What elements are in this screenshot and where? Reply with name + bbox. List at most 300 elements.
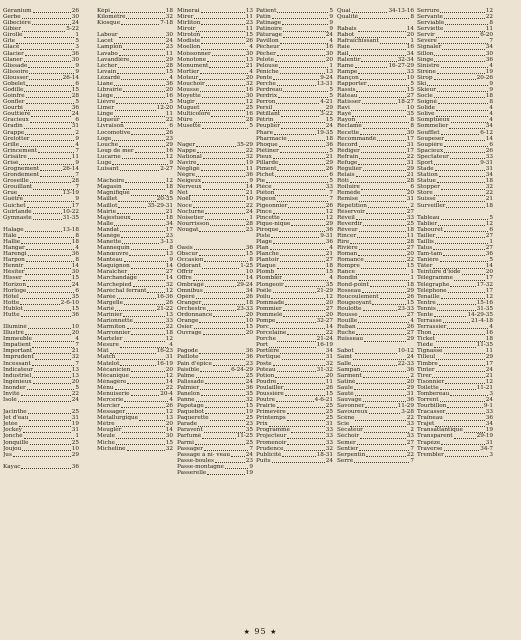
dot-leader bbox=[112, 136, 165, 141]
index-entry bbox=[337, 14, 414, 20]
dot-leader bbox=[120, 228, 165, 233]
entry-word: Poilu bbox=[256, 293, 271, 300]
entry-page-refs: 25 bbox=[71, 439, 79, 446]
dot-leader bbox=[21, 465, 70, 470]
entry-word: Ravi bbox=[337, 105, 350, 112]
dot-leader bbox=[207, 471, 244, 476]
entry-word: Pagode bbox=[177, 348, 199, 355]
entry-word: Plantoir bbox=[256, 257, 279, 264]
dot-leader bbox=[200, 355, 245, 360]
entry-page-refs: 1 bbox=[75, 32, 79, 39]
dot-leader bbox=[116, 422, 165, 427]
entry-word: Rivière bbox=[337, 245, 358, 252]
entry-word: Panne bbox=[177, 397, 195, 403]
entry-page-refs: 19 bbox=[485, 427, 493, 434]
entry-page-refs: 25 bbox=[245, 372, 253, 379]
entry-page-refs: 14 bbox=[71, 263, 79, 270]
dot-leader bbox=[202, 264, 239, 269]
entry-word: Paravent bbox=[177, 427, 203, 434]
entry-page-refs: 4 bbox=[75, 141, 79, 148]
entry-word: Locomotive bbox=[97, 129, 131, 136]
entry-word: Poêle bbox=[256, 287, 272, 294]
entry-page-refs: 29 bbox=[165, 56, 173, 63]
dot-leader bbox=[198, 422, 245, 427]
entry-page-refs: 12 bbox=[325, 293, 333, 300]
entry-word: Savonner bbox=[337, 403, 365, 410]
entry-page-refs: 20-26 bbox=[476, 74, 493, 81]
entry-word: Osier bbox=[177, 324, 193, 331]
entry-word: Parfumé bbox=[177, 433, 202, 440]
entry-word: Maillot bbox=[97, 202, 118, 209]
entry-word: Tennis bbox=[417, 305, 436, 312]
entry-page-refs: 22 bbox=[165, 324, 173, 331]
entry-page-refs: 15 bbox=[406, 87, 414, 94]
entry-word: Prudence bbox=[256, 445, 284, 452]
entry-word: Toilette bbox=[417, 384, 439, 391]
entry-page-refs: 12 bbox=[485, 220, 493, 227]
dot-leader bbox=[26, 258, 75, 263]
entry-word: Trembler bbox=[417, 451, 444, 458]
dot-leader bbox=[437, 197, 485, 202]
dot-leader bbox=[283, 33, 325, 38]
dot-leader bbox=[119, 33, 165, 38]
entry-page-refs: 36 bbox=[406, 397, 414, 403]
entry-word: Réclame bbox=[337, 123, 362, 130]
entry-page-refs: 25 bbox=[406, 220, 414, 227]
entry-word: Ruche bbox=[337, 330, 356, 337]
entry-word: Salle bbox=[337, 360, 352, 367]
dot-leader bbox=[434, 161, 479, 166]
entry-page-refs: 36 bbox=[245, 245, 253, 252]
dot-leader bbox=[133, 282, 165, 287]
entry-word: Gymnaste bbox=[3, 214, 32, 221]
dot-leader bbox=[203, 155, 245, 160]
entry-word: Imprudent bbox=[3, 354, 34, 361]
dot-leader bbox=[25, 51, 71, 56]
entry-page-refs: 17 bbox=[485, 287, 493, 294]
entry-page-refs: 5 bbox=[75, 38, 79, 45]
entry-page-refs: 26 bbox=[325, 166, 333, 173]
dot-leader bbox=[437, 70, 485, 75]
entry-page-refs: 20 bbox=[71, 378, 79, 385]
entry-word: Roman bbox=[337, 251, 358, 258]
dot-leader bbox=[121, 404, 165, 409]
dot-leader bbox=[193, 203, 245, 208]
dot-leader bbox=[352, 9, 388, 14]
dot-leader bbox=[124, 337, 165, 342]
dot-leader bbox=[450, 282, 475, 287]
entry-word: Lavabo bbox=[97, 50, 118, 57]
entry-page-refs: 5 bbox=[410, 80, 414, 87]
entry-page-refs: 23 bbox=[245, 226, 253, 233]
dot-leader bbox=[462, 270, 485, 275]
entry-word: Palissade bbox=[177, 378, 204, 385]
entry-page-refs: 20 bbox=[406, 32, 414, 39]
entry-page-refs: 19 bbox=[245, 469, 253, 476]
entry-page-refs: 21-4-18 bbox=[471, 317, 493, 324]
entry-page-refs: 18 bbox=[71, 238, 79, 245]
entry-word: Panelon bbox=[177, 390, 200, 397]
dot-leader bbox=[360, 130, 406, 135]
entry-word: Timbre bbox=[417, 360, 438, 367]
dot-leader bbox=[32, 361, 75, 366]
dot-leader bbox=[189, 191, 245, 196]
entry-page-refs: 4 bbox=[169, 342, 173, 349]
entry-page-refs: 23-33 bbox=[397, 305, 414, 312]
dot-leader bbox=[123, 185, 165, 190]
entry-page-refs: 31 bbox=[165, 354, 173, 361]
entry-page-refs: 28 bbox=[406, 178, 414, 185]
entry-page-refs: 29 bbox=[406, 287, 414, 294]
dot-leader bbox=[34, 367, 71, 372]
entry-page-refs: 12 bbox=[165, 336, 173, 343]
dot-leader bbox=[138, 276, 165, 281]
entry-word: Obscur bbox=[177, 251, 198, 258]
dot-leader bbox=[359, 246, 406, 251]
index-entry bbox=[177, 123, 253, 129]
entry-page-refs: 17 bbox=[406, 147, 414, 154]
entry-page-refs: 5 bbox=[75, 99, 79, 106]
dot-leader bbox=[116, 355, 164, 360]
dot-leader bbox=[380, 39, 410, 44]
dot-leader bbox=[211, 112, 244, 117]
entry-page-refs: 24 bbox=[71, 281, 79, 288]
dot-leader bbox=[454, 276, 485, 281]
dot-leader bbox=[194, 118, 245, 123]
dot-leader bbox=[283, 276, 328, 281]
dot-leader bbox=[287, 416, 325, 421]
dot-leader bbox=[27, 203, 71, 208]
dot-leader bbox=[359, 228, 406, 233]
dot-leader bbox=[361, 149, 406, 154]
entry-page-refs: 15 bbox=[71, 87, 79, 94]
dot-leader bbox=[363, 307, 397, 312]
entry-word: Prix bbox=[256, 421, 268, 428]
entry-word: Ordonnance bbox=[177, 311, 213, 318]
dot-leader bbox=[122, 155, 165, 160]
entry-page-refs: 27 bbox=[406, 245, 414, 252]
entry-page-refs: 26 bbox=[165, 299, 173, 306]
entry-page-refs: 12 bbox=[485, 8, 493, 14]
entry-word: Mètre bbox=[97, 421, 115, 428]
dot-leader bbox=[291, 222, 324, 227]
entry-page-refs: 31 bbox=[71, 123, 79, 130]
entry-word: Poteau bbox=[256, 366, 276, 373]
entry-word: Jus bbox=[3, 451, 12, 458]
dot-leader bbox=[275, 191, 328, 196]
dot-leader bbox=[117, 70, 165, 75]
entry-page-refs: 11 bbox=[165, 50, 173, 57]
dot-leader bbox=[121, 76, 168, 81]
entry-page-refs: 19 bbox=[245, 159, 253, 166]
entry-word: Magasin bbox=[97, 184, 122, 191]
dot-leader bbox=[130, 57, 164, 62]
entry-page-refs: 31 bbox=[71, 427, 79, 434]
entry-word: Peuplier bbox=[256, 123, 280, 130]
entry-page-refs: 20 bbox=[325, 299, 333, 306]
dot-leader bbox=[280, 70, 325, 75]
entry-page-refs: 15-16 bbox=[476, 299, 493, 306]
entry-page-refs: 32-34 bbox=[397, 56, 414, 63]
entry-page-refs: 13 bbox=[245, 56, 253, 63]
dot-leader bbox=[203, 185, 245, 190]
star-icon: ★ bbox=[243, 628, 251, 636]
dot-leader bbox=[119, 51, 165, 56]
entry-word: Romance bbox=[337, 257, 364, 264]
dot-leader bbox=[199, 76, 244, 81]
entry-page-refs: 7 bbox=[75, 360, 79, 367]
entry-page-refs: 19 bbox=[245, 409, 253, 416]
entry-word: Poste bbox=[256, 360, 272, 367]
entry-page-refs: 4 bbox=[169, 74, 173, 81]
entry-word: Loup de mer bbox=[97, 147, 134, 154]
entry-word: Transatlantique bbox=[417, 427, 463, 434]
dot-leader bbox=[131, 331, 164, 336]
entry-page-refs: 36 bbox=[325, 238, 333, 245]
entry-page-refs: 7 bbox=[249, 445, 253, 452]
entry-page-refs: 18-31 bbox=[316, 451, 333, 458]
entry-page-refs: 5 bbox=[249, 123, 253, 130]
entry-page-refs: 24 bbox=[245, 451, 253, 458]
entry-word: Gobelet bbox=[3, 80, 26, 87]
entry-page-refs: 29-24 bbox=[236, 281, 253, 288]
entry-word: Tente bbox=[417, 311, 434, 318]
entry-word: Semer bbox=[337, 439, 356, 446]
entry-word: Répétition bbox=[337, 202, 367, 209]
entry-word: Linge bbox=[97, 111, 114, 118]
dot-leader bbox=[361, 191, 405, 196]
dot-leader bbox=[436, 112, 489, 117]
entry-word: Tignasse bbox=[417, 348, 443, 355]
entry-word: Sirène bbox=[417, 68, 436, 75]
entry-word: Meugler bbox=[97, 427, 122, 434]
dot-leader bbox=[353, 355, 406, 360]
dot-leader bbox=[16, 39, 74, 44]
dot-leader bbox=[200, 386, 245, 391]
entry-word: Minerai bbox=[177, 8, 200, 14]
entry-word: Socle bbox=[417, 93, 433, 100]
dot-leader bbox=[368, 203, 409, 208]
entry-page-refs: 35 bbox=[71, 293, 79, 300]
dot-leader bbox=[28, 63, 74, 68]
dot-leader bbox=[124, 301, 165, 306]
entry-page-refs: 22 bbox=[325, 330, 333, 337]
entry-word: Sinistre bbox=[417, 62, 440, 69]
entry-word: Nerveux bbox=[177, 184, 202, 191]
entry-word: Tinter bbox=[417, 366, 435, 373]
entry-word: Hésiter bbox=[3, 269, 25, 276]
dot-leader bbox=[358, 70, 406, 75]
entry-word: Traverse bbox=[417, 445, 443, 452]
entry-page-refs: 23 bbox=[165, 232, 173, 239]
dot-leader bbox=[26, 82, 74, 87]
entry-word: Marée bbox=[97, 293, 116, 300]
entry-word: Margelle bbox=[97, 299, 123, 306]
dot-leader bbox=[356, 270, 409, 275]
entry-word: Soigné bbox=[417, 99, 437, 106]
entry-page-refs: 2-6-10 bbox=[60, 299, 79, 306]
entry-word: Mannequin bbox=[97, 245, 130, 252]
entry-page-refs: 32 bbox=[165, 281, 173, 288]
entry-page-refs: 30 bbox=[71, 269, 79, 276]
entry-word: Glacier bbox=[3, 50, 24, 57]
dot-leader bbox=[436, 355, 485, 360]
entry-word: Réservoir bbox=[337, 208, 365, 215]
dot-leader bbox=[356, 88, 405, 93]
index-entry bbox=[3, 452, 79, 458]
index-column-4 bbox=[256, 8, 333, 464]
entry-word: Patinoire bbox=[256, 26, 283, 33]
entry-word: Hublot bbox=[3, 305, 23, 312]
entry-word: Soufflet bbox=[417, 129, 440, 136]
dot-leader bbox=[364, 428, 410, 433]
page-number-footer bbox=[0, 627, 521, 636]
entry-word: National bbox=[177, 153, 202, 160]
entry-word: Glissoire bbox=[3, 68, 29, 75]
entry-page-refs: 18 bbox=[165, 184, 173, 191]
dot-leader bbox=[446, 410, 484, 415]
entry-page-refs: 14 bbox=[165, 378, 173, 385]
entry-word: Piste bbox=[256, 232, 271, 239]
entry-page-refs: 12 bbox=[245, 99, 253, 106]
entry-page-refs: 11-21 bbox=[476, 384, 493, 391]
entry-word: Tenaille bbox=[417, 293, 440, 300]
entry-word: Piment bbox=[256, 166, 277, 173]
dot-leader bbox=[194, 270, 245, 275]
entry-page-refs: 25 bbox=[325, 415, 333, 422]
dot-leader bbox=[124, 258, 169, 263]
entry-word: Signaler bbox=[417, 44, 442, 51]
dot-leader bbox=[434, 343, 476, 348]
entry-word: Potion bbox=[256, 372, 275, 379]
entry-word: Perdrix bbox=[256, 93, 278, 100]
dot-leader bbox=[24, 106, 71, 111]
entry-word: Soupière bbox=[417, 141, 443, 148]
entry-page-refs: 27 bbox=[325, 257, 333, 264]
entry-page-refs: 33 bbox=[485, 409, 493, 416]
dot-leader bbox=[277, 264, 325, 269]
dot-leader bbox=[115, 386, 165, 391]
entry-word: Marié bbox=[97, 305, 115, 312]
entry-word: Loge bbox=[97, 135, 112, 142]
entry-page-refs: 27 bbox=[165, 269, 173, 276]
entry-page-refs: 19-35 bbox=[316, 129, 333, 136]
entry-word: Pillarde bbox=[256, 159, 279, 166]
dot-leader bbox=[123, 88, 165, 93]
dot-leader bbox=[441, 215, 489, 220]
dot-leader bbox=[363, 398, 406, 403]
entry-word: Tablier bbox=[417, 220, 438, 227]
dot-leader bbox=[443, 319, 470, 324]
entry-word: Maillet bbox=[97, 196, 118, 203]
index-column-1 bbox=[3, 8, 79, 470]
entry-word: Pichet bbox=[256, 172, 275, 179]
entry-word: Télégramme bbox=[417, 275, 453, 282]
entry-page-refs: 2 bbox=[410, 427, 414, 434]
entry-page-refs: 5 bbox=[329, 93, 333, 100]
dot-leader bbox=[272, 459, 325, 464]
entry-word: Soupeser bbox=[417, 135, 444, 142]
entry-page-refs: 14 bbox=[406, 26, 414, 33]
dot-leader bbox=[449, 124, 485, 129]
entry-word: Rond-point bbox=[337, 281, 369, 288]
dot-leader bbox=[20, 301, 59, 306]
dot-leader bbox=[116, 100, 168, 105]
entry-word: Paisible bbox=[177, 366, 200, 373]
entry-page-refs: 22 bbox=[71, 390, 79, 397]
entry-word: Rompre bbox=[337, 263, 360, 270]
entry-word: Servante bbox=[417, 14, 443, 21]
dot-leader bbox=[210, 222, 245, 227]
entry-page-refs: 34 bbox=[485, 123, 493, 130]
entry-word: Kayac bbox=[3, 463, 21, 470]
entry-page-refs: 31 bbox=[406, 196, 414, 203]
dot-leader bbox=[427, 82, 488, 87]
dot-leader bbox=[277, 404, 325, 409]
entry-page-refs: 33 bbox=[406, 433, 414, 440]
dot-leader bbox=[285, 301, 325, 306]
entry-word: Glaner bbox=[3, 56, 23, 63]
entry-word: Mâchoire bbox=[97, 178, 125, 185]
dot-leader bbox=[445, 21, 488, 26]
entry-word: Musette bbox=[177, 123, 201, 130]
entry-word: Guirlande bbox=[3, 208, 32, 215]
entry-word: Rondin bbox=[337, 275, 358, 282]
entry-page-refs: 14 bbox=[245, 184, 253, 191]
dot-leader bbox=[434, 191, 485, 196]
dot-leader bbox=[357, 440, 406, 445]
entry-word: Pente bbox=[256, 74, 273, 81]
dot-leader bbox=[200, 88, 245, 93]
entry-page-refs: 26 bbox=[485, 147, 493, 154]
entry-word: Serpentin bbox=[337, 451, 366, 458]
entry-page-refs: 9 bbox=[169, 257, 173, 264]
entry-page-refs: 21 bbox=[406, 172, 414, 179]
dot-leader bbox=[127, 446, 165, 451]
entry-word: Oranger bbox=[177, 299, 202, 306]
entry-word: Paillote bbox=[177, 354, 199, 361]
entry-page-refs: 10 bbox=[245, 317, 253, 324]
entry-page-refs: 23-33 bbox=[236, 305, 253, 312]
dot-leader bbox=[285, 392, 325, 397]
entry-page-refs: 24 bbox=[325, 32, 333, 39]
entry-word: Transparent bbox=[417, 433, 453, 440]
index-entry bbox=[337, 458, 414, 464]
dot-leader bbox=[444, 228, 489, 233]
entry-word: Pique-nique bbox=[256, 220, 291, 227]
dot-leader bbox=[279, 143, 325, 148]
dot-leader bbox=[194, 325, 245, 330]
dot-leader bbox=[356, 173, 406, 178]
entry-word: Harengi bbox=[3, 251, 27, 258]
entry-word: Gonfler bbox=[3, 99, 25, 106]
entry-page-refs: 21 bbox=[485, 196, 493, 203]
entry-page-refs: 6 bbox=[489, 226, 493, 233]
dot-leader bbox=[124, 398, 168, 403]
entry-page-refs: 17 bbox=[485, 275, 493, 282]
entry-word: Négligé bbox=[177, 166, 200, 173]
entry-page-refs: 35-29-31 bbox=[147, 202, 173, 209]
entry-page-refs: 21-29 bbox=[316, 287, 333, 294]
entry-page-refs: 1-25 bbox=[240, 263, 253, 270]
dot-leader bbox=[194, 246, 245, 251]
entry-word: Kiosque bbox=[97, 20, 121, 27]
dot-leader bbox=[377, 136, 406, 141]
entry-page-refs: 33 bbox=[325, 427, 333, 434]
entry-word: Rôti bbox=[337, 178, 349, 185]
page-number: 95 bbox=[254, 627, 267, 636]
entry-page-refs: 33 bbox=[325, 439, 333, 446]
